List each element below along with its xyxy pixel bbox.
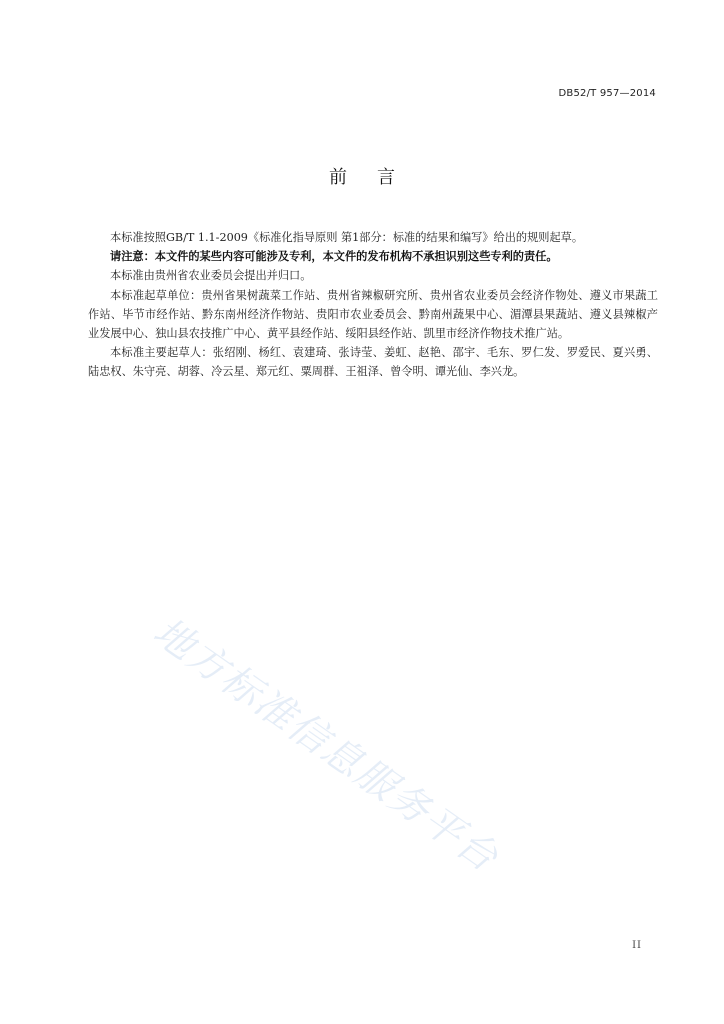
document-code: DB52/T 957—2014	[558, 88, 656, 99]
title-char-2: 言	[377, 167, 395, 188]
paragraph-drafters: 本标准主要起草人：张绍刚、杨红、袁建琦、张诗莹、姜虹、赵艳、邵宇、毛东、罗仁发、罗爱民、夏兴勇、陆忠权、朱守亮、胡蓉、冷云星、郑元红、粟周群、王祖泽、曾令明、谭光仙、李兴龙。	[88, 346, 658, 379]
foreword-body	[88, 228, 658, 382]
paragraph-drafting-rules: 本标准按照GB/T 1.1-2009《标准化指导原则 第1部分：标准的结果和编写》给出的规则起草。	[110, 231, 584, 244]
paragraph-patent-notice: 请注意：本文件的某些内容可能涉及专利，本文件的发布机构不承担识别这些专利的责任。	[110, 250, 558, 264]
watermark-text: 地方标准信息服务平台	[145, 609, 507, 882]
paragraph-drafting-units: 本标准起草单位：贵州省果树蔬菜工作站、贵州省辣椒研究所、贵州省农业委员会经济作物处、遵义市果蔬工作站、毕节市经作站、黔东南州经济作物站、贵阳市农业委员会、黔南州蔬果中心、湄潭县果蔬站、遵义县辣椒产业发展中心、独山县农技推广中心、黄平县经作站、绥阳县经作站、凯里市经济作物技术推广站。	[88, 288, 658, 341]
paragraph-proposer: 本标准由贵州省农业委员会提出并归口。	[110, 269, 312, 283]
page-number: II	[632, 940, 642, 951]
page-title	[0, 163, 724, 189]
title-char-1: 前	[329, 167, 347, 188]
